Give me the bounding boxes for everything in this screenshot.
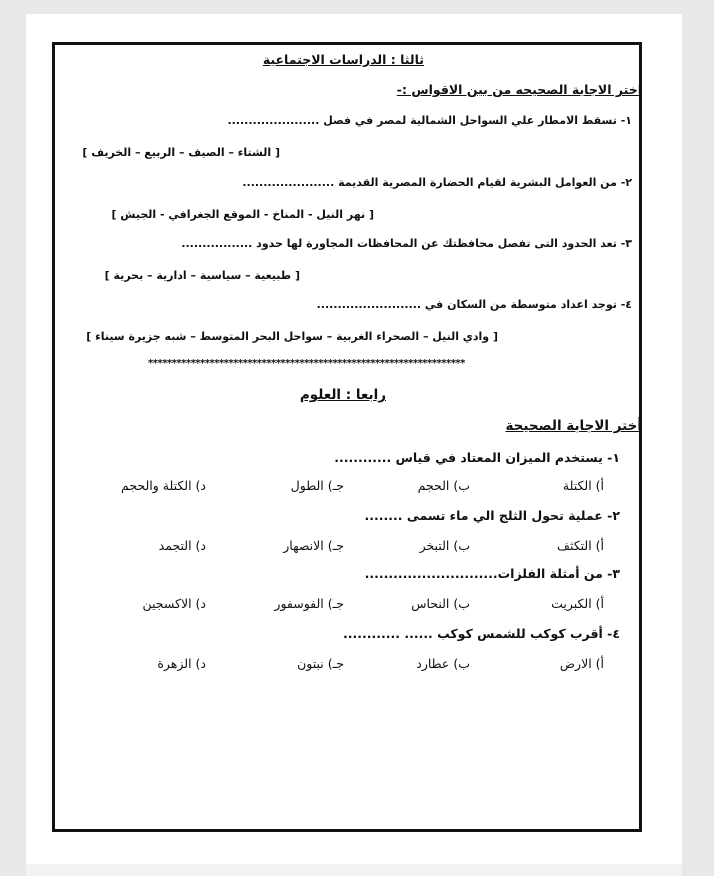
science-q3-option-b: ب) النحاس (411, 596, 470, 611)
section-divider: ******************************************************************* (148, 358, 465, 369)
science-q4-option-d: د) الزهرة (157, 656, 206, 671)
science-q2-option-a: أ) التكثف (557, 538, 604, 553)
social-question-2-options: [ نهر النيل - المناخ - الموقع الجغرافي - الجيش ] (111, 208, 374, 221)
science-question-3: ٣- من أمثلة الفلزات............................ (364, 566, 620, 581)
science-question-1: ١- يستخدم الميزان المعتاد في قياس ............ (334, 450, 620, 465)
social-question-3: ٣- تعد الحدود التى تفصل محافظتك عن المحافظات المجاورة لها حدود ................. (181, 237, 632, 250)
science-q4-option-c: جـ) نبتون (297, 656, 344, 671)
social-question-3-options: [ طبيعية – سياسية – ادارية – بحرية ] (104, 269, 300, 282)
social-question-1-options: [ الشتاء – الصيف – الربيع – الخريف ] (82, 146, 280, 159)
social-question-1: ١- تسقط الامطار علي السواحل الشمالية لمصر في فصل ...................... (227, 114, 632, 127)
science-instruction: أختر الاجابة الصحيحة (505, 418, 642, 434)
social-question-4-options: [ وادي النيل – الصحراء الغربية – سواحل البحر المتوسط – شبه جزيرة سيناء ] (86, 330, 498, 343)
science-title: رابعا : العلوم (299, 387, 386, 403)
science-q1-option-b: ب) الحجم (417, 478, 470, 493)
social-question-4: ٤- توجد اعداد متوسطة من السكان في ......................... (316, 298, 632, 311)
science-q1-option-c: جـ) الطول (290, 478, 344, 493)
science-q1-option-d: د) الكتلة والحجم (121, 478, 206, 493)
next-page-edge (26, 864, 682, 876)
science-q3-option-c: جـ) الفوسفور (274, 596, 344, 611)
social-studies-title: ثالثا : الدراسات الاجتماعية (262, 52, 424, 67)
social-studies-instruction: اختر الاجابة الصحيحه من بين الاقواس :- (396, 82, 642, 97)
science-q3-option-d: د) الاكسجين (142, 596, 206, 611)
science-question-2: ٢- عملية تحول الثلج الي ماء تسمى ........ (364, 508, 620, 523)
science-q3-option-a: أ) الكبريت (551, 596, 604, 611)
science-q4-option-b: ب) عطارد (416, 656, 470, 671)
science-q1-option-a: أ) الكتلة (562, 478, 604, 493)
social-question-2: ٢- من العوامل البشرية لقيام الحضارة المصرية القديمة ...................... (242, 176, 632, 189)
worksheet-frame (52, 42, 642, 832)
science-q2-option-d: د) التجمد (158, 538, 206, 553)
science-q2-option-b: ب) التبخر (419, 538, 470, 553)
science-q4-option-a: أ) الارض (559, 656, 604, 671)
science-q2-option-c: جـ) الانصهار (283, 538, 344, 553)
science-question-4: ٤- أقرب كوكب للشمس كوكب ...... ............ (342, 626, 620, 641)
